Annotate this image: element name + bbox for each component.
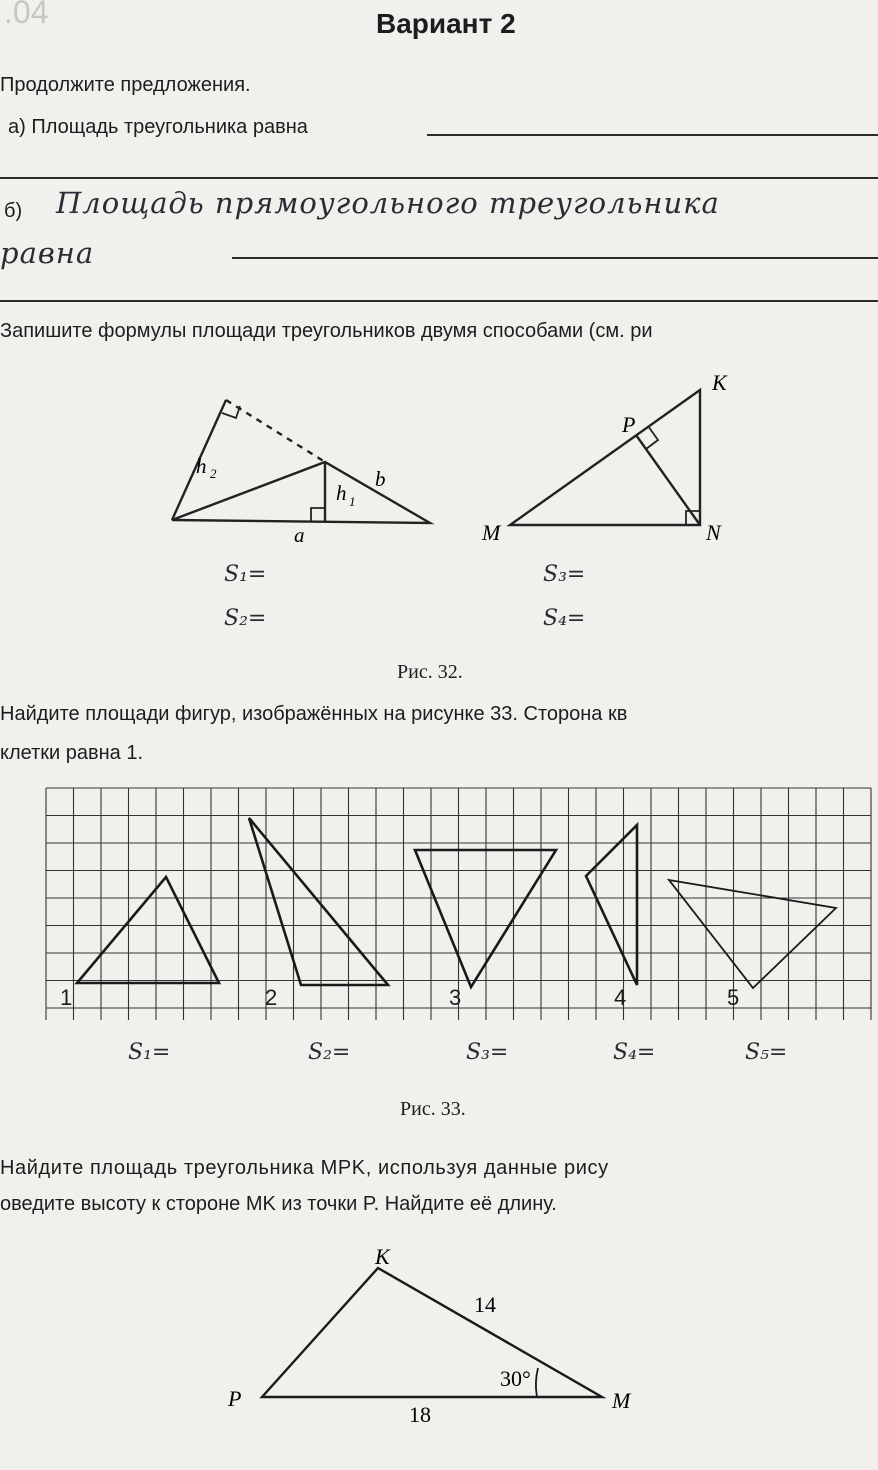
answer-line-a2 — [0, 177, 878, 179]
answer-S2-fig33: S₂= — [308, 1040, 351, 1065]
label-K: K — [712, 370, 727, 395]
label-h2: h — [196, 454, 207, 478]
answer-S1-fig33: S₁= — [128, 1040, 171, 1065]
label-K: K — [375, 1244, 390, 1269]
task1-item-a: а) Площадь треугольника равна — [8, 116, 308, 138]
answer-S3-fig33: S₃= — [466, 1040, 509, 1065]
left-triangle — [172, 400, 430, 523]
page-number-fragment: .04 — [4, 0, 49, 30]
label-a: a — [294, 523, 305, 547]
task1-item-b-label: б) — [4, 200, 23, 222]
answer-line-a — [427, 134, 878, 136]
grid-figure-5 — [669, 880, 836, 988]
task2-text: Запишите формулы площади треугольников двумя способами (см. ри — [0, 320, 653, 342]
extension-dashed — [226, 400, 325, 462]
label-M: M — [612, 1388, 631, 1413]
figure-triangle-MPK — [0, 1240, 878, 1470]
label-P: P — [622, 412, 636, 437]
label-side-KM: 14 — [474, 1292, 496, 1317]
grid-figure-2-number: 2 — [265, 985, 278, 1010]
answer-S4-fig32: S₄= — [543, 606, 586, 631]
grid-figure-4 — [586, 825, 637, 985]
grid-figure-5-number: 5 — [727, 985, 740, 1010]
label-P: P — [228, 1386, 242, 1411]
answer-S2-fig32: S₂= — [224, 606, 267, 631]
grid-figure-1-number: 1 — [60, 985, 73, 1010]
grid-figure-3-number: 3 — [449, 985, 462, 1010]
handwritten-answer-b-line2: равна — [0, 236, 95, 270]
angle-arc-M — [536, 1368, 538, 1397]
label-M: M — [482, 520, 501, 545]
task4-line2: оведите высоту к стороне MK из точки P. Найдите её длину. — [0, 1193, 557, 1215]
figure-33-grid — [0, 780, 878, 1030]
label-angle-M: 30° — [500, 1366, 531, 1391]
figure-32 — [0, 360, 878, 660]
label-h2-sub: 2 — [210, 466, 217, 481]
task3-line1: Найдите площади фигур, изображённых на рисунке 33. Сторона кв — [0, 703, 628, 725]
answer-S1-fig32: S₁= — [224, 562, 267, 587]
label-N: N — [706, 520, 721, 545]
grid-figure-4-number: 4 — [614, 985, 627, 1010]
label-h1: h — [336, 481, 347, 505]
handwritten-answer-b-line1: Площадь прямоугольного треугольника — [56, 186, 720, 220]
right-angle-mark-h1 — [311, 508, 325, 522]
answer-S5-fig33: S₅= — [745, 1040, 788, 1065]
label-h1-sub: 1 — [349, 494, 356, 509]
answer-S3-fig32: S₃= — [543, 562, 586, 587]
caption-fig33: Рис. 33. — [400, 1098, 466, 1120]
task4-line1: Найдите площадь треугольника MPK, используя данные рису — [0, 1157, 609, 1179]
label-side-PM: 18 — [409, 1402, 431, 1427]
task1-intro: Продолжите предложения. — [0, 74, 251, 96]
answer-line-b2 — [0, 300, 878, 302]
grid-figure-1 — [77, 877, 219, 983]
answer-S4-fig33: S₄= — [613, 1040, 656, 1065]
task3-line2: клетки равна 1. — [0, 742, 144, 764]
label-b: b — [375, 467, 386, 491]
variant-title: Вариант 2 — [376, 8, 516, 39]
right-triangle — [510, 390, 700, 525]
answer-line-b1 — [232, 257, 878, 259]
triangle-MPK — [262, 1268, 602, 1397]
right-angle-mark-P — [646, 426, 658, 449]
caption-fig32: Рис. 32. — [397, 661, 463, 683]
